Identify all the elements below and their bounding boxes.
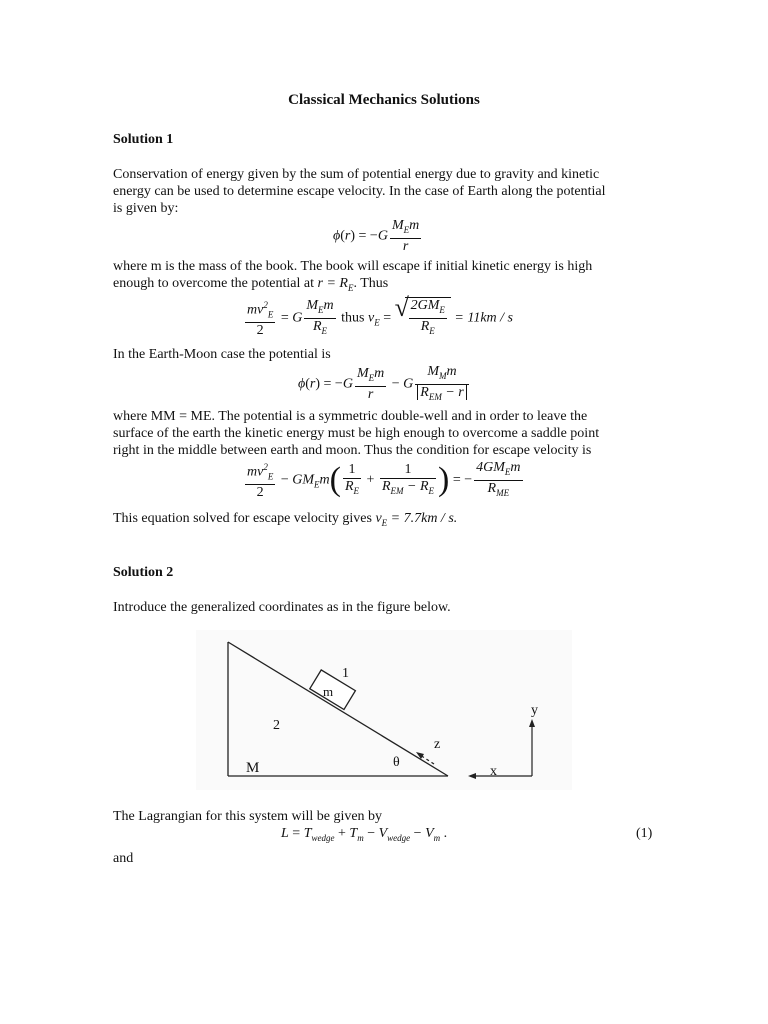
- coordinate-1-label: 1: [342, 666, 349, 681]
- paragraph-line: energy can be used to determine escape velocity. In the case of Earth along the potential: [113, 184, 606, 199]
- page-title: Classical Mechanics Solutions: [288, 92, 480, 108]
- equation-lagrangian: $L = T_{wedge} + T_m - V_{wedge} - V_m$ .: [281, 826, 448, 843]
- figure-wedge: [196, 630, 572, 790]
- paragraph-line: Conservation of energy given by the sum of potential energy due to gravity and kinetic: [113, 167, 600, 182]
- paragraph-line: enough to overcome the potential at $r = R_E$. Thus: [113, 276, 389, 293]
- paragraph-line: right in the middle between earth and moon. Thus the condition for escape velocity is: [113, 443, 592, 458]
- coordinate-2-label: 2: [273, 718, 280, 733]
- wedge-mass-label: M: [246, 760, 260, 776]
- paragraph-line: where m is the mass of the book. The book will escape if initial kinetic energy is high: [113, 259, 593, 274]
- paragraph-line: In the Earth-Moon case the potential is: [113, 347, 331, 362]
- equation-escape-velocity-earth: $\frac{mv^2_E}{2}$ = G $\frac{M_Em}{R_E}$ thus $v_E$ = √ $\frac{2GM_E}{R_E}$ = 11km / s: [247, 293, 513, 339]
- angle-label: θ: [393, 755, 400, 770]
- solution-1-heading: Solution 1: [113, 132, 174, 147]
- paragraph-line: The Lagrangian for this system will be given by: [113, 809, 383, 824]
- equation-escape-condition: $\frac{mv^2_E}{2}$ − $GM_Em$( $\frac{1}{R_E}$ + $\frac{1}{R_{EM} - R_E}$ ) = − $\frac{4GM_Em}{R_{ME}}$: [247, 459, 521, 501]
- equation-potential-earth-moon: ϕ(r) = −G $\frac{M_Em}{r}$ − G $\frac{M_Mm}{R_{EM} - r}$: [298, 364, 471, 405]
- paragraph-line: where MM = ME. The potential is a symmetric double-well and in order to leave the: [113, 409, 588, 424]
- paragraph-line: is given by:: [113, 201, 179, 216]
- paragraph-line: surface of the earth the kinetic energy must be high enough to overcome a saddle point: [113, 426, 600, 441]
- paragraph-line: Introduce the generalized coordinates as in the figure below.: [113, 600, 451, 615]
- equation-potential-earth: ϕ(r) = −G $\frac{M_Em}{r}$: [333, 218, 420, 254]
- paragraph-line: This equation solved for escape velocity gives $v_E = 7.7km / s$.: [113, 511, 458, 528]
- y-axis-label: y: [531, 703, 538, 718]
- equation-number: (1): [636, 826, 653, 841]
- paragraph-line: and: [113, 851, 134, 866]
- block-label: m: [323, 684, 334, 699]
- solution-2-heading: Solution 2: [113, 565, 174, 580]
- z-label: z: [434, 737, 441, 752]
- x-axis-label: x: [490, 764, 497, 779]
